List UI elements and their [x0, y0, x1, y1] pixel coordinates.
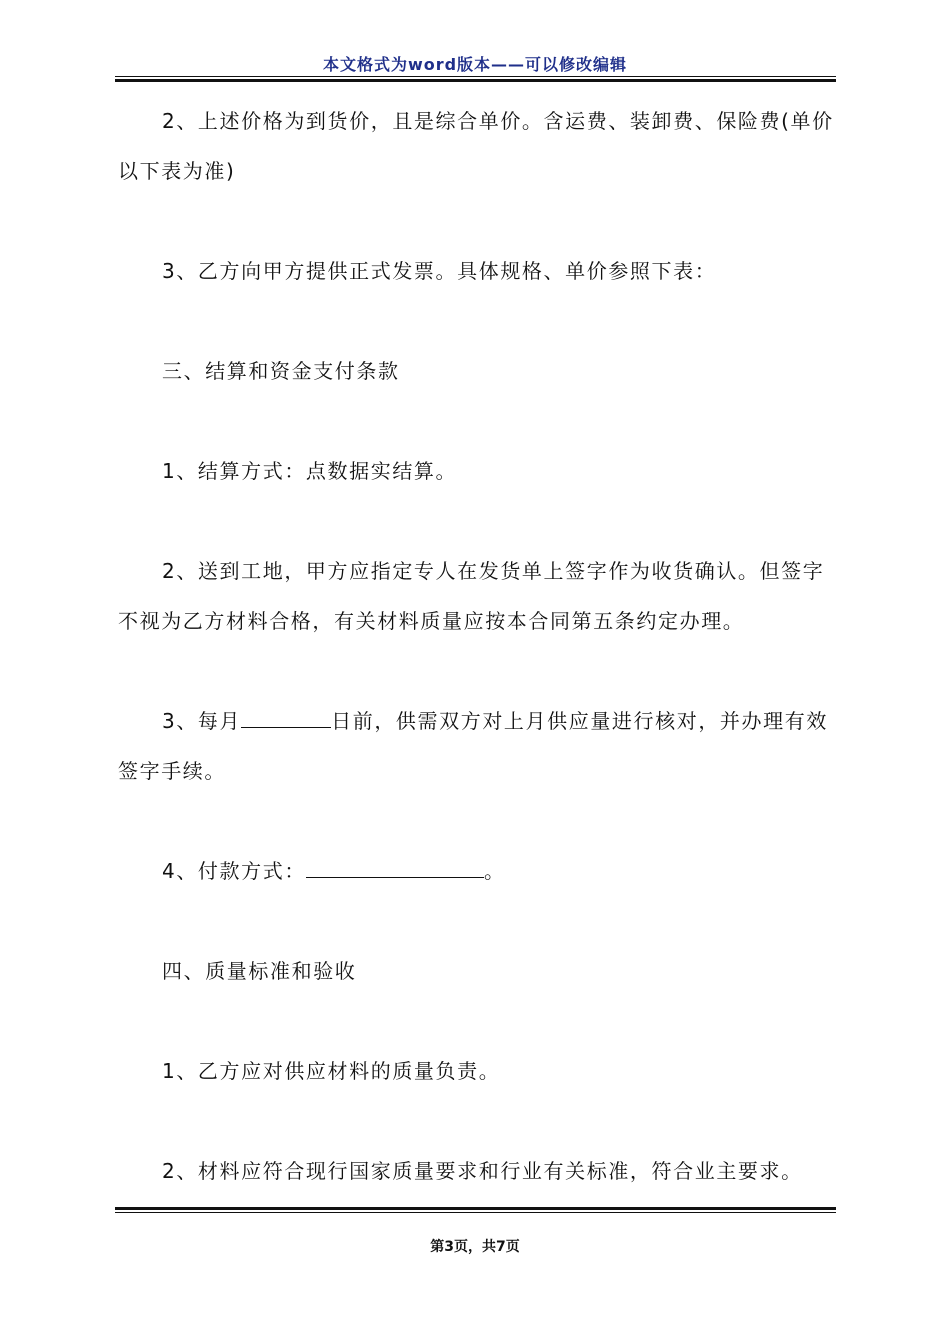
- header-rule-thick: [115, 79, 836, 82]
- paragraph-payment-method: [118, 846, 838, 896]
- monthly-day-blank: [241, 705, 331, 728]
- paragraph-settlement-method: 1、结算方式：点数据实结算。: [162, 459, 458, 483]
- payment-method-blank: [306, 855, 484, 878]
- header-title: 本文格式为word版本——可以修改编辑: [322, 55, 628, 74]
- monthly-text-before: 3、每月: [162, 709, 242, 733]
- footer-rule-thin: [115, 1212, 836, 1213]
- page-number: 第3页，共7页: [430, 1239, 520, 1255]
- section-heading-settlement: 三、结算和资金支付条款: [162, 359, 400, 383]
- paragraph-delivery-confirmation: 2、送到工地，甲方应指定专人在发货单上签字作为收货确认。但签字不视为乙方材料合格，有关材料质量应按本合同第五条约定办理。: [118, 559, 825, 633]
- paragraph-invoice: 3、乙方向甲方提供正式发票。具体规格、单价参照下表：: [162, 259, 717, 283]
- paragraph-quality-responsibility: 1、乙方应对供应材料的质量负责。: [162, 1059, 501, 1083]
- section-heading-quality: 四、质量标准和验收: [162, 959, 357, 983]
- paragraph-monthly-reconciliation: [118, 696, 838, 796]
- paragraph-quality-standards: 2、材料应符合现行国家质量要求和行业有关标准，符合业主要求。: [162, 1159, 803, 1183]
- paragraph-price-terms: 2、上述价格为到货价，且是综合单价。含运费、装卸费、保险费(单价以下表为准): [118, 109, 834, 183]
- payment-text-before: 4、付款方式：: [162, 859, 306, 883]
- header-rule-thin: [115, 76, 836, 77]
- monthly-text-after: 日前，供需双方对上月供应量进行核对，并办理有效签字手续。: [118, 709, 828, 783]
- payment-text-after: 。: [483, 859, 506, 883]
- footer-rule-thick: [115, 1207, 836, 1210]
